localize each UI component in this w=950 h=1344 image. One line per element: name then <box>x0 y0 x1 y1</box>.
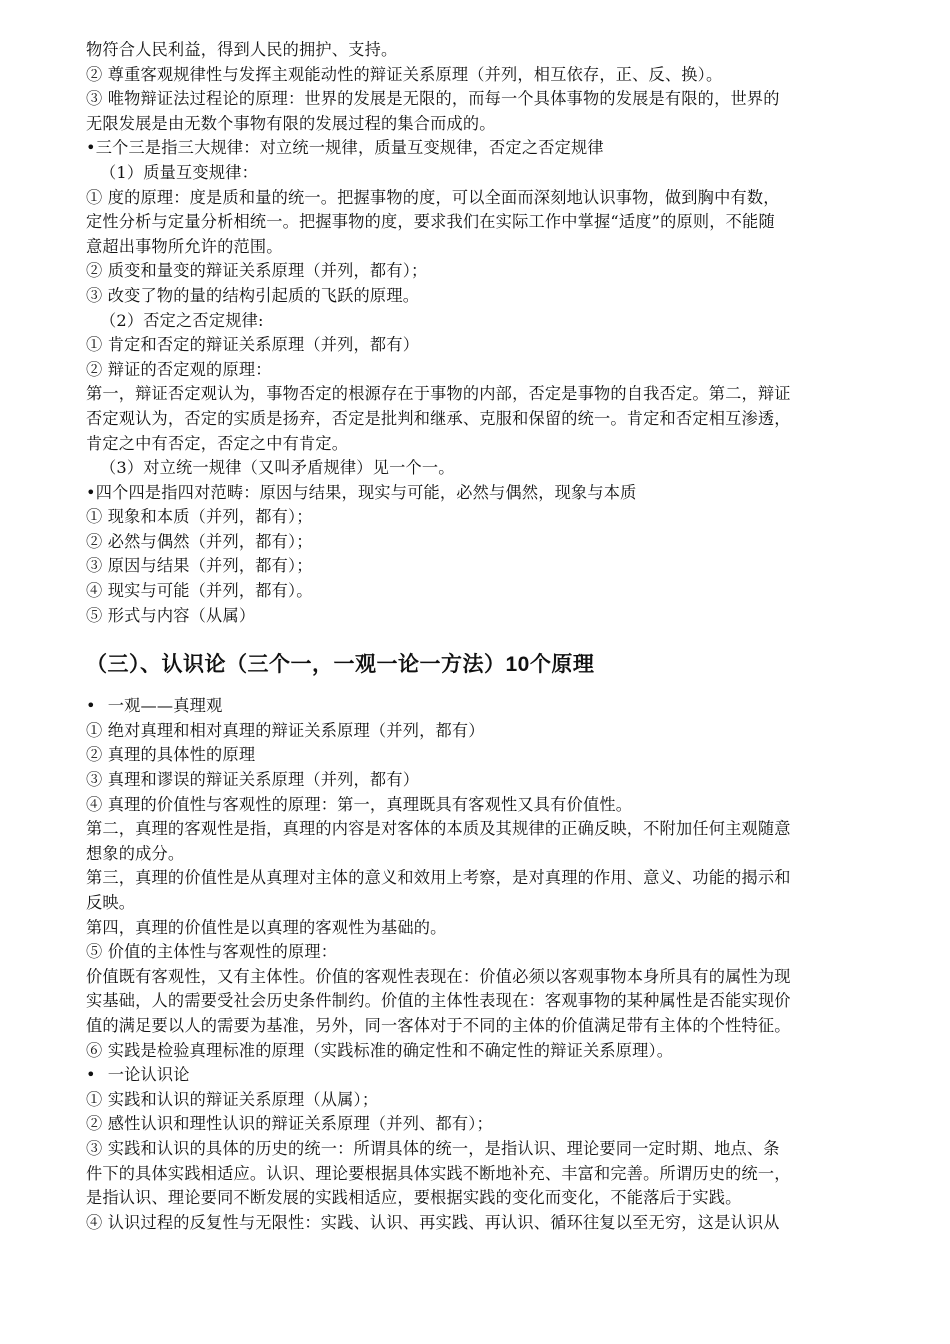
text-line: 物符合人民利益，得到人民的拥护、支持。 <box>86 40 398 59</box>
bullet-icon: • <box>86 1065 96 1085</box>
text-line: 无限发展是由无数个事物有限的发展过程的集合而成的。 <box>86 113 496 133</box>
epistemology-title <box>86 1063 910 1088</box>
text-line: ⑥ 实践是检验真理标准的原理（实践标准的确定性和不确定性的辩证关系原理）。 <box>86 1040 674 1060</box>
text-line: 第二，真理的客观性是指，真理的内容是对客体的本质及其规律的正确反映，不附加任何主观随意 <box>86 819 791 839</box>
text-line: 肯定之中有否定，否定之中有肯定。 <box>86 433 349 453</box>
text-line: ⑤ 价值的主体性与客观性的原理： <box>86 942 338 962</box>
text-line: 想象的成分。 <box>86 843 185 863</box>
law3-title: （3）对立统一规律（又叫矛盾规律）见一个一。 <box>100 458 455 478</box>
bullet-icon: • <box>86 696 96 716</box>
text-line: ③ 唯物辩证法过程论的原理：世界的发展是无限的，而每一个具体事物的发展是有限的，世界的 <box>86 89 780 109</box>
truth-view-title <box>86 694 910 719</box>
text-line: ① 绝对真理和相对真理的辩证关系原理（并列，都有） <box>86 720 485 740</box>
list-item: ① 现象和本质（并列，都有）； <box>86 507 313 527</box>
text-line: ② 质变和量变的辩证关系原理（并列，都有）； <box>86 261 428 281</box>
text-line: 值的满足要以人的需要为基准，另外，同一客体对于不同的主体的价值满足带有主体的个性特征。 <box>86 1015 791 1035</box>
text-line: ③ 实践和认识的具体的历史的统一：所谓具体的统一，是指认识、理论要同一定时期、地点、条 <box>86 1138 780 1158</box>
truth-view-label: 一观——真理观 <box>107 696 223 716</box>
text-line: ① 肯定和否定的辩证关系原理（并列，都有） <box>86 335 420 355</box>
text-line: ① 度的原理：度是质和量的统一。把握事物的度，可以全面而深刻地认识事物，做到胸中有数， <box>86 187 780 207</box>
list-item: ③ 原因与结果（并列，都有）； <box>86 556 313 576</box>
text-line: ② 辩证的否定观的原理： <box>86 359 272 379</box>
text-line: 第三，真理的价值性是从真理对主体的意义和效用上考察，是对真理的作用、意义、功能的揭示和 <box>86 868 791 888</box>
law1-title: （1）质量互变规律： <box>100 162 258 182</box>
three-laws-title: •三个三是指三大规律：对立统一规律，质量互变规律，否定之否定规律 <box>86 138 604 158</box>
text-line: ② 感性认识和理性认识的辩证关系原理（并列、都有）； <box>86 1114 493 1134</box>
text-line: 反映。 <box>86 893 136 912</box>
text-line: 否定观认为，否定的实质是扬弃，否定是批判和继承、克服和保留的统一。肯定和否定相互渗透， <box>86 408 791 428</box>
epistemology-label: 一论认识论 <box>107 1065 190 1085</box>
text-line: ② 尊重客观规律性与发挥主观能动性的辩证关系原理（并列，相互依存，正、反、换）。 <box>86 64 723 84</box>
text-line: 第四，真理的价值性是以真理的客观性为基础的。 <box>86 917 447 937</box>
section-heading: （三）、认识论（三个一，一观一论一方法）10个原理 <box>86 653 595 677</box>
text-line: 意超出事物所允许的范围。 <box>86 236 283 256</box>
text-line: 件下的具体实践相适应。认识、理论要根据具体实践不断地补充、丰富和完善。所谓历史的统一， <box>86 1163 791 1183</box>
list-item: ④ 现实与可能（并列，都有）。 <box>86 581 313 601</box>
text-line: ② 真理的具体性的原理 <box>86 745 256 765</box>
four-categories-title: •四个四是指四对范畴：原因与结果，现实与可能，必然与偶然，现象与本质 <box>86 482 637 502</box>
text-line: ① 实践和认识的辩证关系原理（从属）； <box>86 1089 379 1109</box>
text-line: 是指认识、理论要同不断发展的实践相适应，要根据实践的变化而变化，不能落后于实践。 <box>86 1188 742 1208</box>
law2-title: （2）否定之否定规律: <box>100 310 264 330</box>
list-item: ⑤ 形式与内容（从属） <box>86 605 256 625</box>
text-line: ③ 改变了物的量的结构引起质的飞跃的原理。 <box>86 285 420 305</box>
text-line: ④ 真理的价值性与客观性的原理：第一，真理既具有客观性又具有价值性。 <box>86 794 633 814</box>
list-item: ② 必然与偶然（并列，都有）； <box>86 531 313 551</box>
text-line: ③ 真理和谬误的辩证关系原理（并列，都有） <box>86 770 420 790</box>
text-line: 实基础，人的需要受社会历史条件制约。价值的主体性表现在：客观事物的某种属性是否能实现价 <box>86 991 791 1011</box>
text-line: ④ 认识过程的反复性与无限性：实践、认识、再实践、再认识、循环往复以至无穷，这是认识从 <box>86 1212 780 1232</box>
text-line: 价值既有客观性，又有主体性。价值的客观性表现在：价值必须以客观事物本身所具有的属性为现 <box>86 966 791 986</box>
text-line: 第一，辩证否定观认为，事物否定的根源存在于事物的内部，否定是事物的自我否定。第二，辩证 <box>86 384 791 404</box>
text-line: 定性分析与定量分析相统一。把握事物的度，要求我们在实际工作中掌握“适度”的原则，不能随 <box>86 212 775 232</box>
